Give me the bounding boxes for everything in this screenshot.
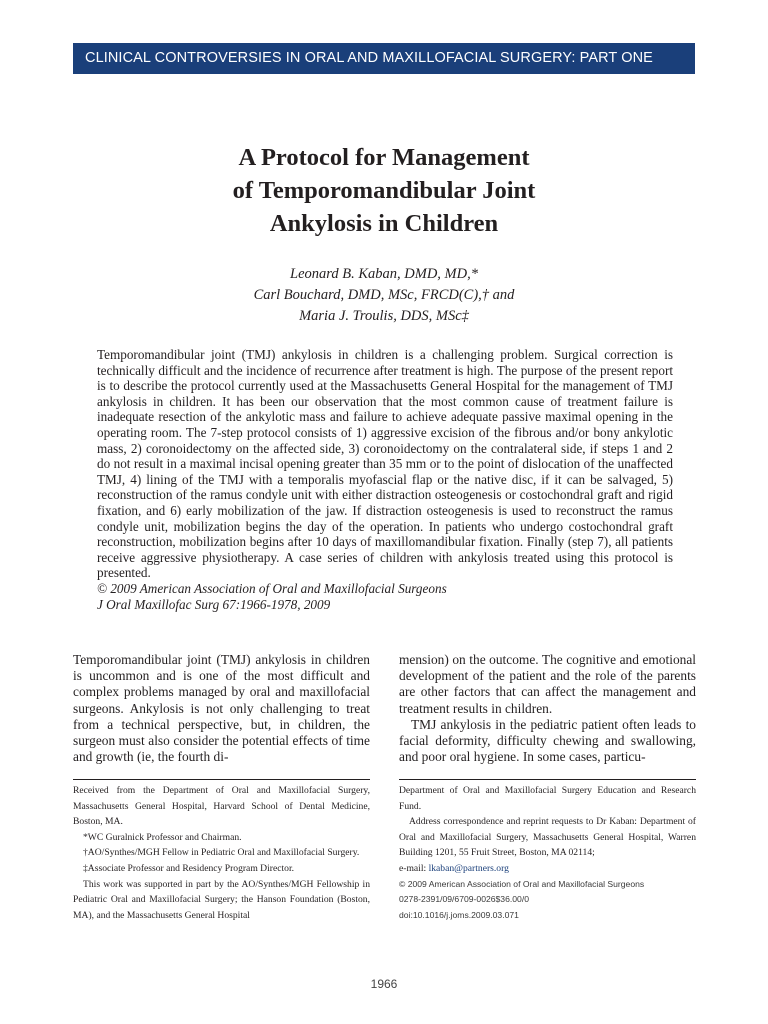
abstract-text: Temporomandibular joint (TMJ) ankylosis in children is a challenging problem. Surgical correction is technically difficult and the incidence of recurrence after treatment is high. The purpose of the present report is to describe the protocol currently used at the Massachusetts General Hospital for the management of TMJ ankylosis in children. It has been our observation that the most common cause of treatment failure is inadequate resection of the ankylotic mass and failure to achieve adequate passive maximal opening in the operating room. The 7-step protocol consists of 1) aggressive excision of the fibrous and/or bony ankylotic mass, 2) coronoidectomy on the affected side, 3) coronoidectomy on the contralateral side, if steps 1 and 2 do not result in a maximal incisal opening greater than 35 mm or to the point of dislocation of the unaffected TMJ, 4) lining of the TMJ with a temporalis myofascial flap or the native disc, if it can be salvaged, 5) reconstruction of the ramus condyle unit with either distraction osteogenesis or costochondral graft and rigid fixation, and 6) early mobilization of the jaw. If distraction osteogenesis is used to reconstruct the ramus condyle unit, mobilization begins the day of the operation. In patients who undergo costochondral graft reconstruction, mobilization begins after 10 days of maxillomandibular fixation. Finally (step 7), all patients receive aggressive physiotherapy. A case series of children with ankylosis treated using this protocol is presented. bbox=[97, 347, 673, 581]
footnote-issn: 0278-2391/09/6709-0026$36.00/0 bbox=[399, 894, 529, 905]
author-line: Leonard B. Kaban, DMD, MD,* bbox=[290, 266, 478, 282]
footnote-author-3: ‡Associate Professor and Residency Program Director. bbox=[83, 862, 295, 874]
title-line: A Protocol for Management bbox=[238, 144, 530, 171]
title-line: Ankylosis in Children bbox=[269, 210, 499, 237]
title-line: of Temporomandibular Joint bbox=[232, 177, 536, 204]
footnote-copyright: © 2009 American Association of Oral and Maxillofacial Surgeons bbox=[399, 878, 645, 889]
body-column-left bbox=[73, 652, 370, 765]
footnote-divider bbox=[73, 779, 370, 780]
footnote-support-cont: Department of Oral and Maxillofacial Surgery Education and Research Fund. bbox=[399, 785, 696, 812]
footnote-address: Address correspondence and reprint requests to Dr Kaban: Department of Oral and Maxillofacial Surgery, Massachusetts General Hospital, Warren Building 1201, 55 Fruit Street, Boston, MA 02114; bbox=[399, 816, 696, 859]
page-number: 1966 bbox=[370, 977, 398, 991]
body-paragraph: mension) on the outcome. The cognitive and emotional development of the patient and the role of the parents are other factors that can affect the management and treatment results in children. bbox=[399, 652, 696, 716]
footnotes-right bbox=[399, 783, 696, 923]
email-label: e-mail: bbox=[399, 862, 427, 874]
footnote-divider bbox=[399, 779, 696, 780]
abstract-copyright: © 2009 American Association of Oral and Maxillofacial Surgeons bbox=[97, 580, 447, 596]
author-line: Maria J. Troulis, DDS, MSc‡ bbox=[299, 308, 469, 324]
body-column-right bbox=[399, 652, 696, 765]
article-title bbox=[73, 141, 695, 240]
section-banner: CLINICAL CONTROVERSIES IN ORAL AND MAXILLOFACIAL SURGERY: PART ONE bbox=[73, 43, 695, 74]
footnote-received: Received from the Department of Oral and Maxillofacial Surgery, Massachusetts General Hospital, Harvard School of Dental Medicine, Boston, MA. bbox=[73, 785, 370, 828]
footnote-doi[interactable]: doi:10.1016/j.joms.2009.03.071 bbox=[399, 909, 519, 920]
body-paragraph: TMJ ankylosis in the pediatric patient often leads to facial deformity, difficulty chewing and swallowing, and poor oral hygiene. In some cases, particu- bbox=[399, 716, 696, 765]
footnote-author-1: *WC Guralnick Professor and Chairman. bbox=[83, 831, 242, 843]
abstract bbox=[97, 347, 673, 612]
footnotes-left bbox=[73, 783, 370, 923]
email-link[interactable]: lkaban@partners.org bbox=[428, 862, 509, 874]
footnote-author-2: †AO/Synthes/MGH Fellow in Pediatric Oral and Maxillofacial Surgery. bbox=[83, 847, 360, 859]
author-list bbox=[73, 264, 695, 327]
journal-citation: J Oral Maxillofac Surg 67:1966-1978, 2009 bbox=[97, 596, 331, 612]
footnote-email-line bbox=[399, 861, 696, 877]
body-paragraph: Temporomandibular joint (TMJ) ankylosis in children is uncommon and is one of the most difficult and complex problems managed by oral and maxillofacial surgeons. Ankylosis is not only challenging to treat from a technical perspective, but, in children, the surgeon must also consider the potential effects of time and growth (ie, the fourth di- bbox=[73, 652, 370, 765]
author-line: Carl Bouchard, DMD, MSc, FRCD(C),† and bbox=[253, 287, 515, 303]
footnote-support: This work was supported in part by the AO/Synthes/MGH Fellowship in Pediatric Oral and Maxillofacial Surgery; the Hanson Foundation (Boston, MA), and the Massachusetts General Hospital bbox=[73, 878, 370, 921]
